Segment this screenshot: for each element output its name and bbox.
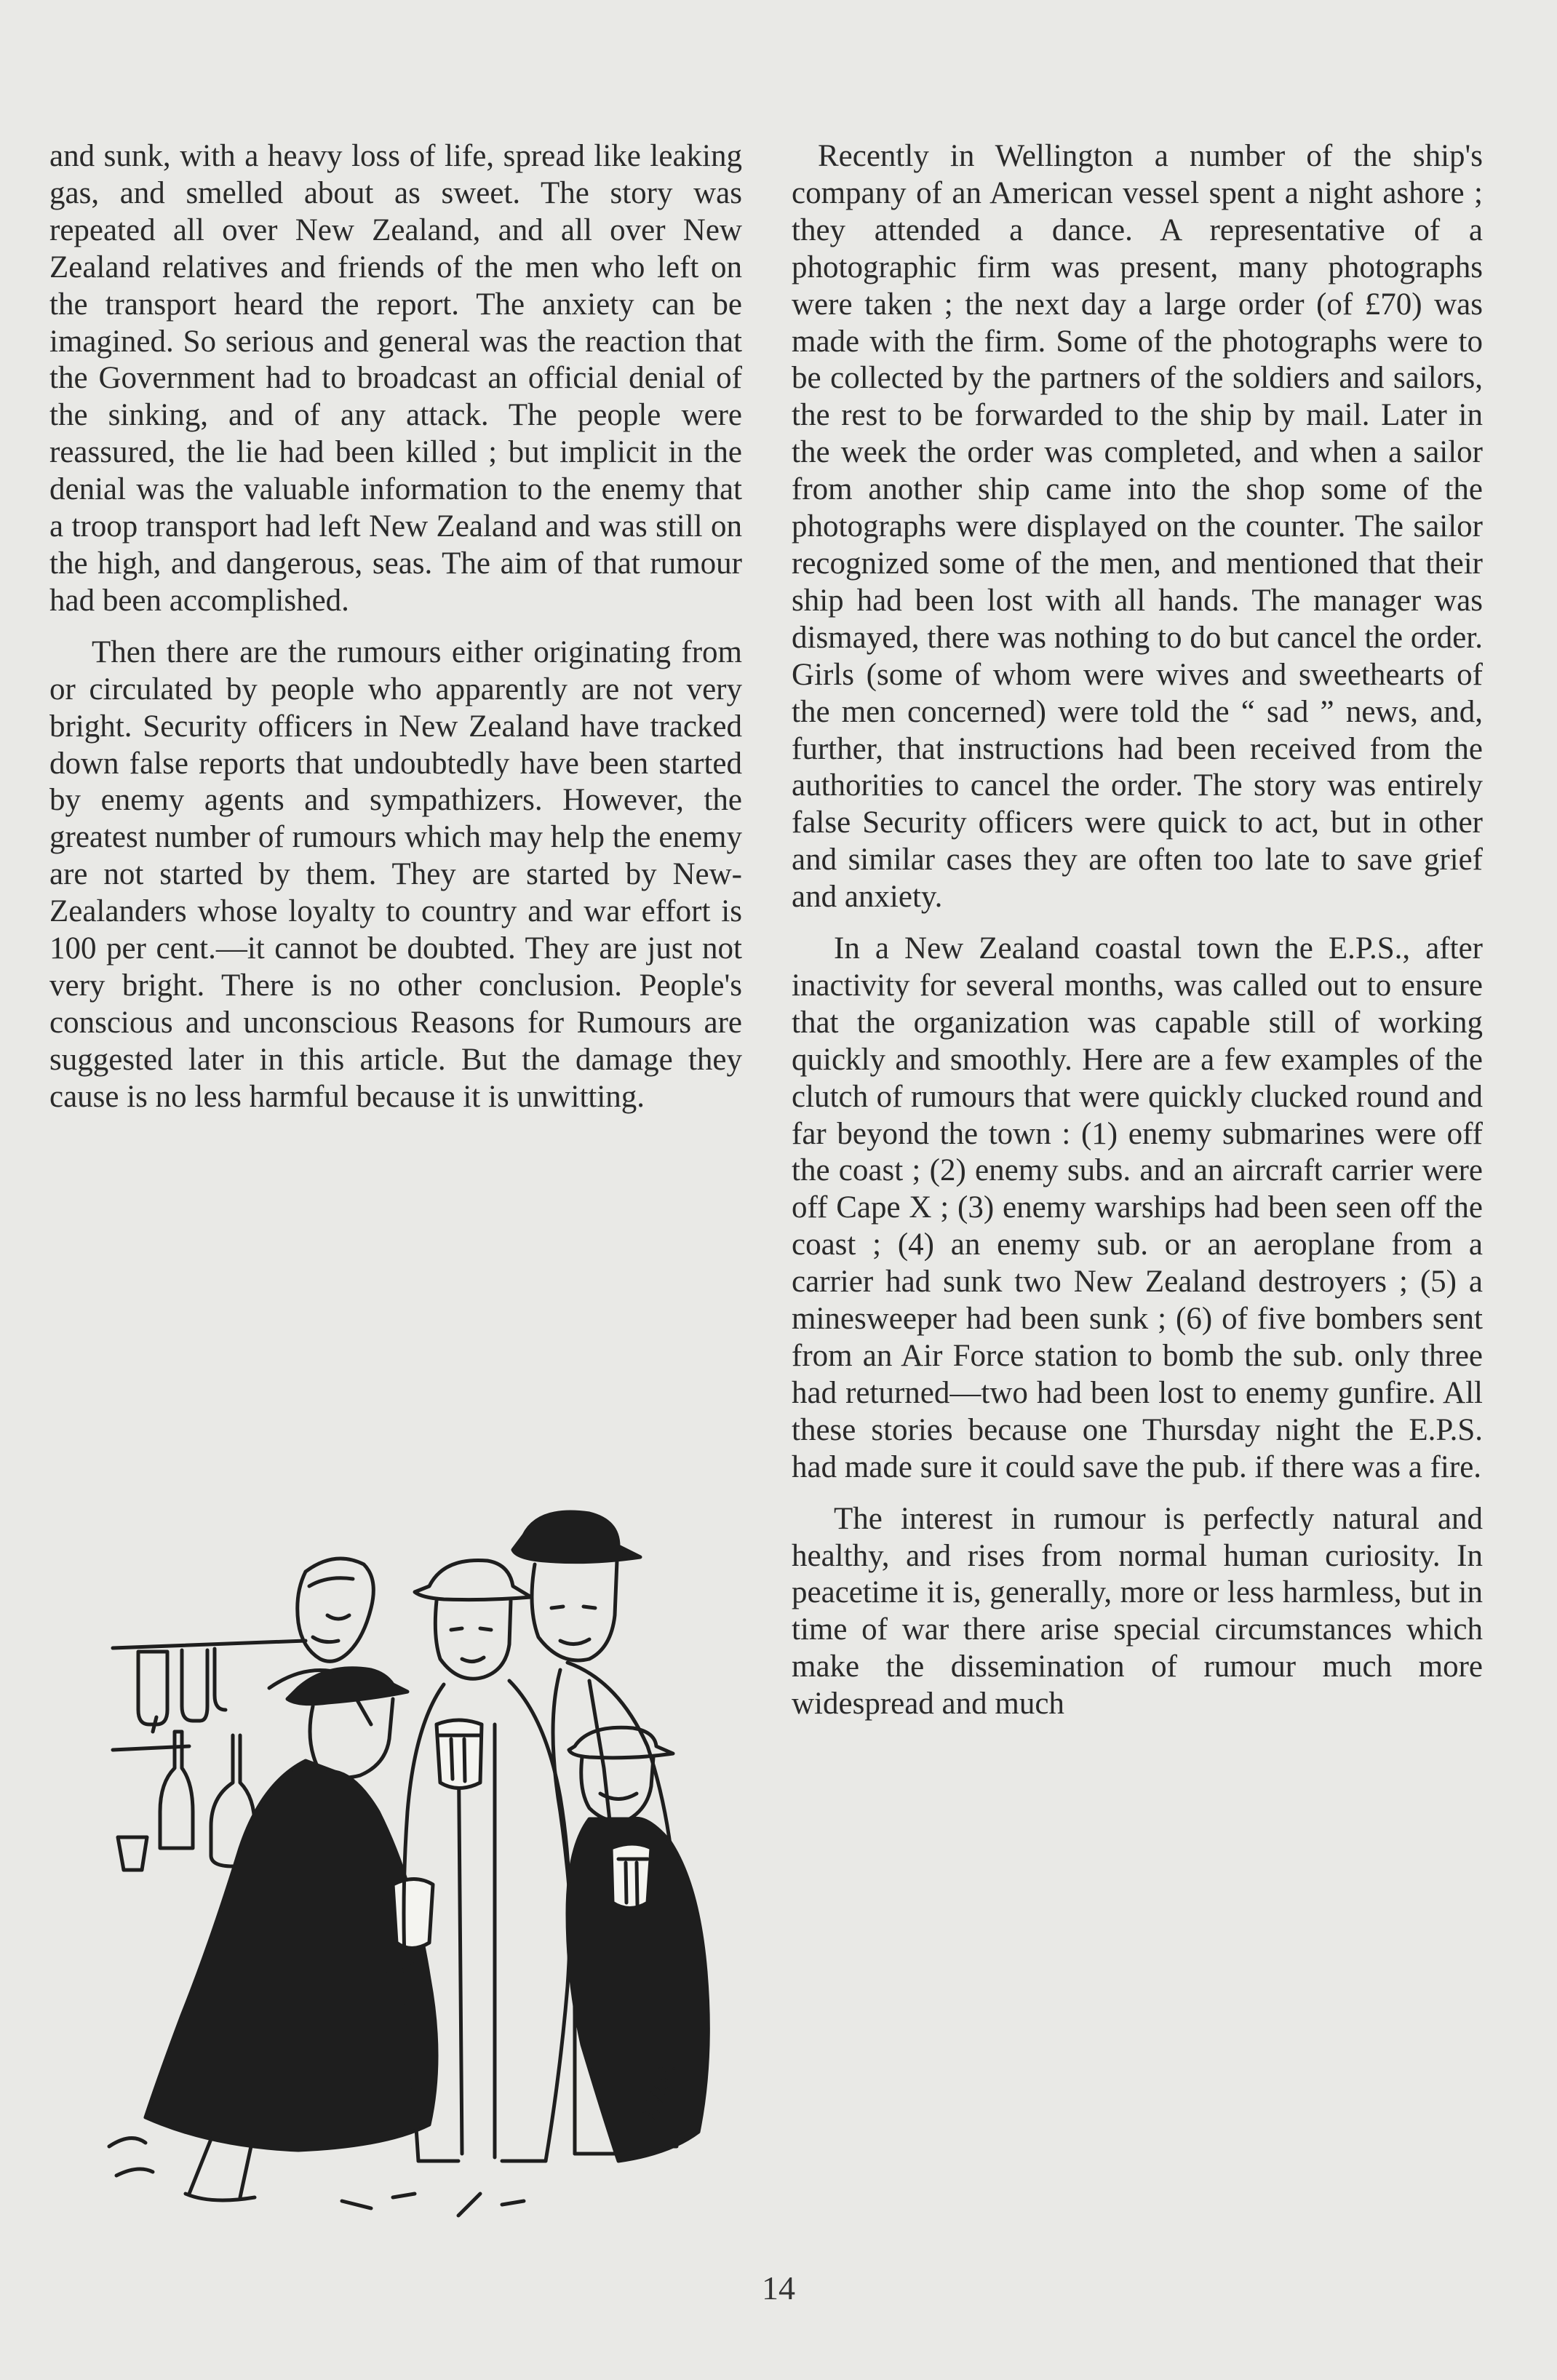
hat (415, 1560, 531, 1599)
hat (569, 1727, 673, 1758)
paragraph: Recently in Wellington a number of the ship's company of an American vessel spent a night ashore ; they attended a dance. A representative of a photographic firm was present, many photographs were taken ; the next day a large order (of £70) was made with the firm. Some of the photographs were to be collected by the partners of the soldiers and sailors, the rest to be forwarded to the ship by mail. Later in the week the order was completed, and when a sailor from another ship came into the shop some of the photographs were displayed on the counter. The sailor recognized some of the men, and mentioned that their ship had been lost with all hands. The manager was dismayed, there was nothing to do but cancel the order. Girls (some of whom were wives and sweethearts of the men concerned) were told the “ sad ” news, and, further, that instructions had been received from the authorities to cancel the order. The story was entirely false Security officers were quick to act, but in other and similar cases they are often too late to save grief and anxiety. (792, 139, 1483, 915)
beer-mug (437, 1720, 482, 1788)
hat (513, 1512, 640, 1562)
barman-head (298, 1559, 374, 1661)
beer-mug (611, 1844, 651, 1909)
page-number: 14 (762, 2269, 795, 2307)
cartoon-signature: J.W.B. (634, 2058, 682, 2127)
beer-glass (393, 1879, 433, 1949)
black-coat (146, 1761, 437, 2150)
face (581, 1757, 653, 1821)
bar-shelf (113, 1641, 306, 1648)
bottle (138, 1652, 167, 1724)
paragraph: The interest in rumour is perfectly natural and healthy, and rises from normal human curiosity. In peacetime it is, generally, more or less harmless, but in time of war there arise special circumstances which make the dissemination of rumour much more widespread and much (792, 1501, 1483, 1722)
paragraph: Then there are the rumours either originating from or circulated by people who apparently are not very bright. Security officers in New Zealand have tracked down false reports that undoubtedly have been started by enemy agents and sympathizers. However, the greatest number of rumours which may help the enemy are not started by them. They are started by New-Zealanders whose loyalty to country and war effort is 100 per cent.—it cannot be doubted. They are just not very bright. There is no other conclusion. People's conscious and unconscious Reasons for Rumours are suggested later in this article. But the damage they cause is no less harmful because it is unwitting. (49, 634, 742, 1114)
right-column (792, 138, 1483, 1723)
paragraph: and sunk, with a heavy loss of life, spread like leaking gas, and smelled about as sweet. The story was repeated all over New Zealand, and all over New Zealand relatives and friends of the men who left on the transport heard the report. The anxiety can be imagined. So serious and general was the reaction that the Government had to broadcast an official denial of the sinking, and of any attack. The people were reassured, the lie had been killed ; but implicit in the denial was the valuable information to the enemy that a troop transport had left New Zealand and was still on the high, and dangerous, seas. The aim of that rumour had been accomplished. (49, 139, 742, 618)
glass (118, 1837, 147, 1870)
bottle (182, 1650, 207, 1721)
bottle (113, 1746, 189, 1750)
pub-cartoon-illustration (65, 1506, 735, 2256)
left-column (49, 138, 742, 1116)
face (435, 1601, 511, 1679)
paragraph: In a New Zealand coastal town the E.P.S., after inactivity for several months, was called out to ensure that the organization was capable still of working quickly and smoothly. Here are a few examples of the clutch of rumours that were quickly clucked round and far beyond the town : (1) enemy submarines were off the coast ; (2) enemy subs. and an aircraft carrier were off Cape X ; (3) enemy warships had been seen off the coast ; (4) an enemy sub. or an aeroplane from a carrier had sunk two New Zealand destroyers ; (5) a minesweeper had been sunk ; (6) of five bombers sent from an Air Force station to bomb the sub. only three had returned—two had been lost to enemy gunfire. All these stories because one Thursday night the E.P.S. had made sure it could save the pub. if there was a fire. (792, 931, 1483, 1484)
bottle (215, 1649, 226, 1710)
